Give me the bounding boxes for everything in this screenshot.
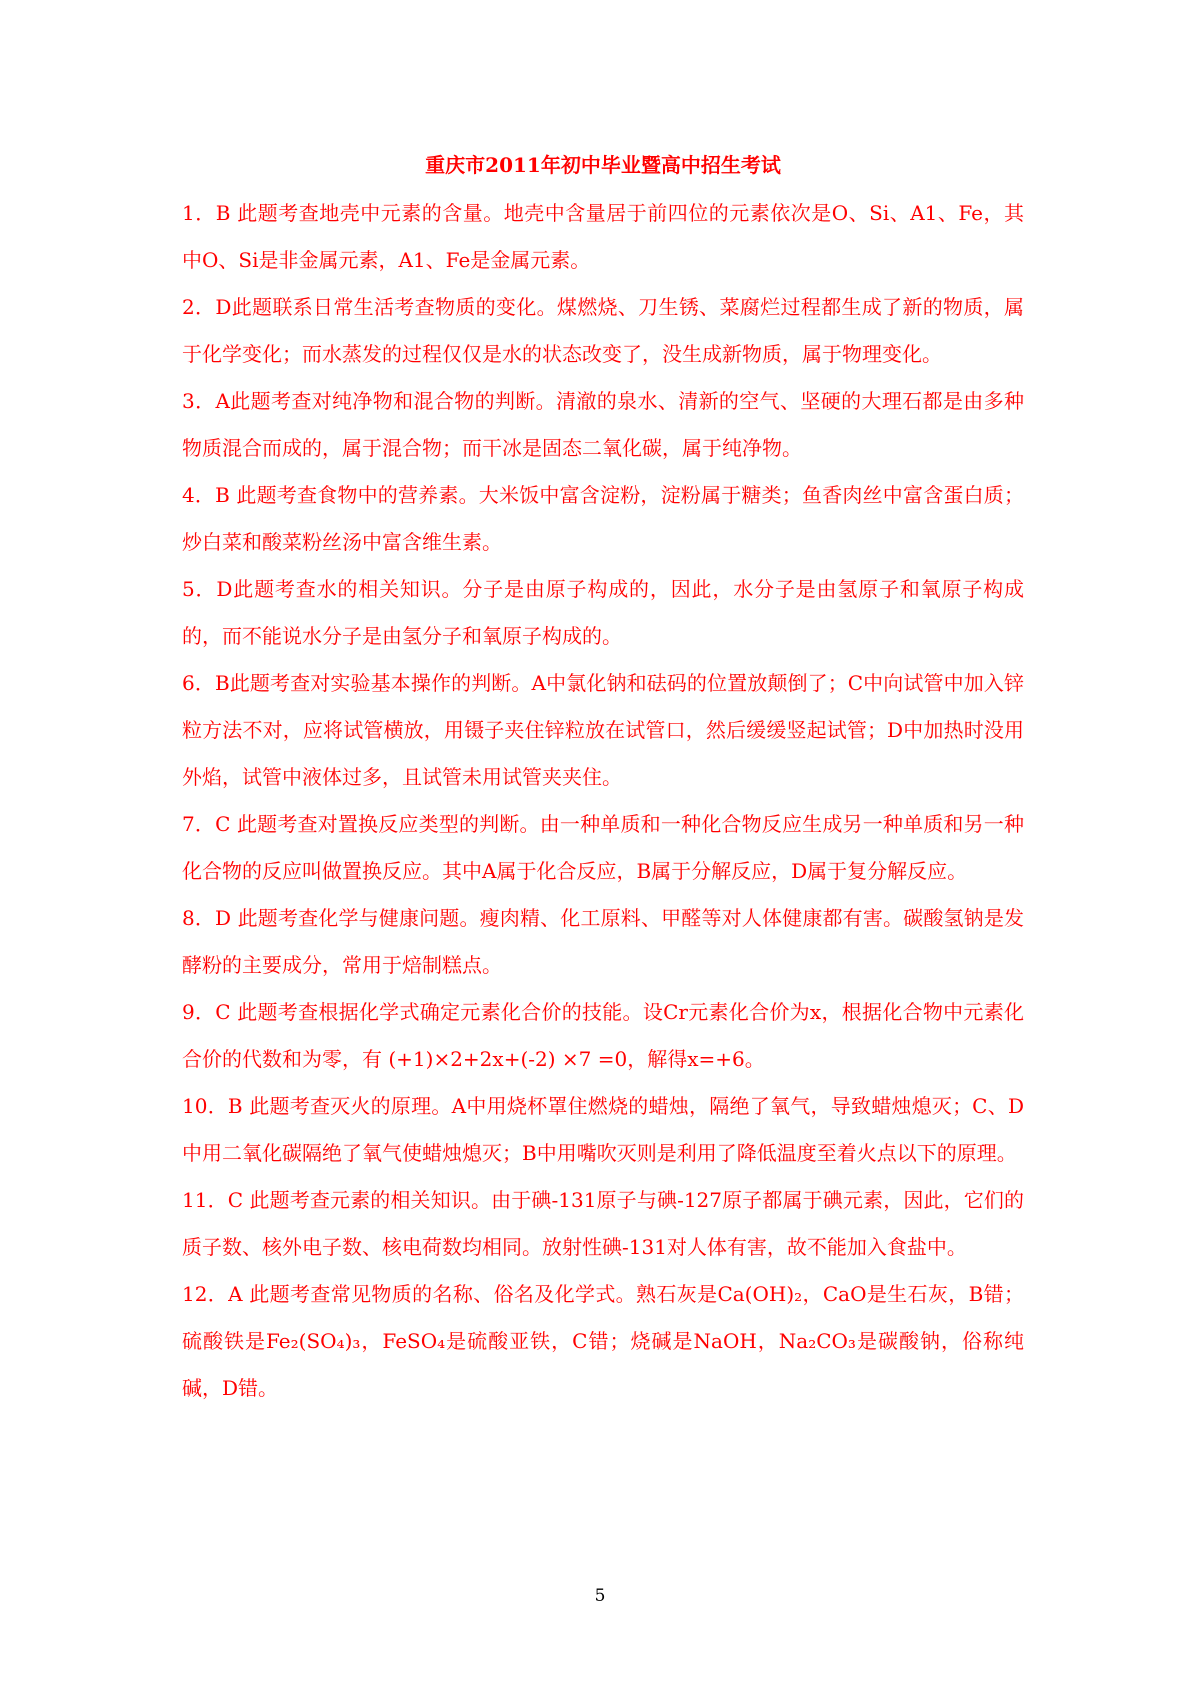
answer-item-6: 6．B此题考查对实验基本操作的判断。A中氯化钠和砝码的位置放颠倒了；C中向试管中加入锌粒方法不对，应将试管横放，用镊子夹住锌粒放在试管口，然后缓缓竖起试管；D中加热时没用外焰，试管中液体过多，且试管未用试管夹夹住。 (182, 671, 1024, 789)
page-title: 重庆市2011年初中毕业暨高中招生考试 (425, 153, 781, 177)
answer-item-4: 4．B 此题考查食物中的营养素。大米饭中富含淀粉，淀粉属于糖类；鱼香肉丝中富含蛋白质；炒白菜和酸菜粉丝汤中富含维生素。 (182, 483, 1024, 554)
answer-item-1: 1．B 此题考查地壳中元素的含量。地壳中含量居于前四位的元素依次是O、Si、A1、Fe，其中O、Si是非金属元素，A1、Fe是金属元素。 (182, 201, 1024, 272)
answer-item-8: 8．D 此题考查化学与健康问题。瘦肉精、化工原料、甲醛等对人体健康都有害。碳酸氢钠是发酵粉的主要成分，常用于焙制糕点。 (182, 906, 1024, 977)
answer-item-5: 5．D此题考查水的相关知识。分子是由原子构成的，因此，水分子是由氢原子和氧原子构成的，而不能说水分子是由氢分子和氧原子构成的。 (182, 577, 1024, 648)
answer-item-9: 9．C 此题考查根据化学式确定元素化合价的技能。设Cr元素化合价为x，根据化合物中元素化合价的代数和为零，有 (+1)×2+2x+(-2) ×7 =0，解得x=+6。 (182, 1000, 1024, 1071)
answer-item-7: 7．C 此题考查对置换反应类型的判断。由一种单质和一种化合物反应生成另一种单质和另一种化合物的反应叫做置换反应。其中A属于化合反应，B属于分解反应，D属于复分解反应。 (182, 812, 1024, 883)
page-number: 5 (594, 1586, 606, 1606)
document-page (182, 150, 1024, 1412)
answer-item-11: 11．C 此题考查元素的相关知识。由于碘-131原子与碘-127原子都属于碘元素，因此，它们的质子数、核外电子数、核电荷数均相同。放射性碘-131对人体有害，故不能加入食盐中。 (182, 1188, 1024, 1259)
answer-item-10: 10．B 此题考查灭火的原理。A中用烧杯罩住燃烧的蜡烛，隔绝了氧气，导致蜡烛熄灭；C、D中用二氧化碳隔绝了氧气使蜡烛熄灭；B中用嘴吹灭则是利用了降低温度至着火点以下的原理。 (182, 1094, 1024, 1165)
answer-item-3: 3．A此题考查对纯净物和混合物的判断。清澈的泉水、清新的空气、坚硬的大理石都是由多种物质混合而成的，属于混合物；而干冰是固态二氧化碳，属于纯净物。 (182, 389, 1024, 460)
answer-item-2: 2．D此题联系日常生活考查物质的变化。煤燃烧、刀生锈、菜腐烂过程都生成了新的物质，属于化学变化；而水蒸发的过程仅仅是水的状态改变了，没生成新物质，属于物理变化。 (182, 295, 1024, 366)
answer-list (182, 190, 1024, 1412)
answer-item-12: 12．A 此题考查常见物质的名称、俗名及化学式。熟石灰是Ca(OH)₂，CaO是生石灰，B错；硫酸铁是Fe₂(SO₄)₃，FeSO₄是硫酸亚铁，C错；烧碱是NaOH，Na₂CO₃是碳酸钠，俗称纯碱，D错。 (182, 1282, 1024, 1400)
